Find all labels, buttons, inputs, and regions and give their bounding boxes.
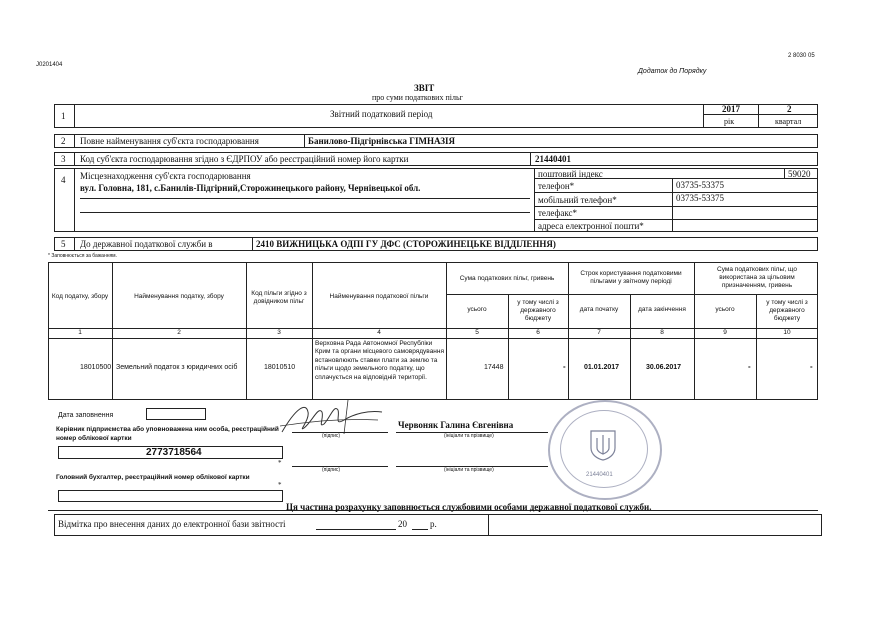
tax-office-label: До державної податкової служби в bbox=[80, 239, 213, 249]
benefit-name-value: Верховна Рада Автономної Республіки Крим та органи місцевого самоврядування встановлюють ставки плати за землю та пільги щодо земельного податку, що сплачується на відповідній території. bbox=[315, 340, 445, 381]
fax-label: телефакс* bbox=[538, 208, 577, 218]
header-purpose-total: усього bbox=[715, 305, 735, 313]
head-number-value: 2773718564 bbox=[146, 447, 202, 458]
header-sum-budget: у тому числі з державного бюджету bbox=[517, 298, 559, 323]
column-number: 9 bbox=[723, 329, 727, 337]
mobile-phone-value: 03735-53375 bbox=[676, 193, 724, 203]
signature-caption: (підпис) bbox=[322, 433, 341, 439]
tax-name-value: Земельний податок з юридичних осіб bbox=[116, 364, 238, 371]
reporting-year: 2017 bbox=[722, 104, 740, 114]
database-mark-label: Відмітка про внесення даних до електронної бази звітності bbox=[58, 519, 286, 529]
official-use-note: Ця частина розрахунку заповнюється службовими особами державної податкової служби. bbox=[286, 502, 652, 512]
form-code: J0201404 bbox=[36, 62, 63, 68]
reporting-period-label: Звітний податковий період bbox=[330, 109, 433, 119]
row-number: 5 bbox=[61, 239, 66, 249]
tax-office-value: 2410 ВИЖНИЦЬКА ОДПІ ГУ ДФС (СТОРОЖИНЕЦЬКЕ ВІДДІЛЕННЯ) bbox=[256, 239, 556, 249]
column-number: 10 bbox=[783, 329, 791, 337]
quarter-caption: квартал bbox=[775, 117, 802, 126]
column-number: 3 bbox=[277, 329, 281, 337]
entity-code-value: 21440401 bbox=[535, 154, 571, 164]
mobile-phone-label: мобільний телефон* bbox=[538, 195, 617, 205]
asterisk-mark: * bbox=[278, 481, 282, 489]
header-date-end: дата закінчення bbox=[638, 305, 686, 313]
header-sum-group: Сума податкових пільг, гривень bbox=[459, 274, 555, 282]
entity-name-value: Банилово-Підгірнівська ГІМНАЗІЯ bbox=[308, 136, 456, 146]
sum-total-value: 17448 bbox=[484, 364, 504, 371]
header-benefit-name: Найменування податкової пільги bbox=[329, 292, 429, 300]
entity-code-label: Код суб'єкта господарювання згідно з ЄДРПОУ або реєстраційний номер його картки bbox=[80, 154, 409, 164]
header-date-start: дата початку bbox=[579, 305, 619, 313]
phone-value: 03735-53375 bbox=[676, 180, 724, 190]
postal-code-label: поштовий індекс bbox=[538, 169, 603, 179]
head-label: Керівник підприємства або уповноважена ним особа, реєстраційний номер облікової картки bbox=[56, 426, 279, 442]
email-label: адреса електронної пошти* bbox=[538, 221, 644, 231]
asterisk-mark: * bbox=[278, 459, 282, 467]
column-number: 5 bbox=[475, 329, 479, 337]
header-benefit-code: Код пільги згідно з довідником пільг bbox=[251, 289, 307, 305]
column-number: 2 bbox=[177, 329, 181, 337]
row-number: 1 bbox=[61, 111, 66, 121]
year-suffix: р. bbox=[430, 519, 437, 529]
header-tax-name: Найменування податку, збору bbox=[134, 292, 224, 300]
accountant-number-box bbox=[58, 490, 283, 502]
postal-code-value: 59020 bbox=[788, 169, 811, 179]
fill-date-label: Дата заповнення bbox=[58, 412, 114, 419]
date-end-value: 30.06.2017 bbox=[646, 364, 682, 371]
entity-name-label: Повне найменування суб'єкта господарювання bbox=[80, 136, 259, 146]
location-label: Місцезнаходження суб'єкта господарювання bbox=[80, 171, 251, 181]
purpose-budget-value: - bbox=[810, 362, 813, 371]
row-number: 4 bbox=[61, 175, 66, 185]
reporting-quarter: 2 bbox=[787, 104, 792, 114]
sum-budget-value: - bbox=[563, 362, 566, 371]
optional-note: * Заповнюється за бажанням. bbox=[48, 253, 118, 259]
name-caption: (ініціали та прізвище) bbox=[444, 433, 494, 439]
appendix-note: Додаток до Порядку bbox=[638, 68, 707, 75]
date-start-value: 01.01.2017 bbox=[584, 364, 620, 371]
coat-of-arms-icon bbox=[588, 428, 618, 462]
year-caption: рік bbox=[724, 117, 735, 126]
row-number: 3 bbox=[61, 154, 66, 164]
header-purpose-group: Сума податкових пільг, що використана за цільовим призначенням, гривень bbox=[717, 265, 797, 290]
column-number: 8 bbox=[660, 329, 664, 337]
name-caption: (ініціали та прізвище) bbox=[444, 467, 494, 473]
column-number: 1 bbox=[78, 329, 82, 337]
accountant-label: Головний бухгалтер, реєстраційний номер облікової картки bbox=[56, 474, 250, 481]
signature-caption: (підпис) bbox=[322, 467, 341, 473]
benefit-code-value: 18010510 bbox=[264, 364, 296, 371]
column-number: 6 bbox=[536, 329, 540, 337]
stamp-code: 21440401 bbox=[586, 472, 613, 478]
page-subtitle: про суми податкових пільг bbox=[372, 93, 463, 102]
column-number: 4 bbox=[377, 329, 381, 337]
fill-date-box bbox=[146, 408, 206, 420]
tax-code-value: 18010500 bbox=[80, 364, 112, 371]
page-title: ЗВІТ bbox=[414, 83, 435, 93]
header-period-group: Строк користування податковими пільгами у звітному періоді bbox=[580, 269, 682, 285]
head-name-value: Червоняк Галина Євгенівна bbox=[398, 420, 514, 430]
row-number: 2 bbox=[61, 136, 66, 146]
header-sum-total: усього bbox=[467, 305, 487, 313]
header-purpose-budget: у тому числі з державного бюджету bbox=[766, 298, 808, 323]
column-number: 7 bbox=[597, 329, 601, 337]
year-prefix: 20 bbox=[398, 519, 407, 529]
header-tax-code: Код податку, збору bbox=[51, 292, 109, 300]
form-number: 2 8030 05 bbox=[788, 53, 815, 59]
phone-label: телефон* bbox=[538, 181, 575, 191]
location-address: вул. Головна, 181, с.Банилів-Підгірний,Сторожинецького району, Чернівецької обл. bbox=[80, 183, 421, 193]
purpose-total-value: - bbox=[748, 362, 751, 371]
